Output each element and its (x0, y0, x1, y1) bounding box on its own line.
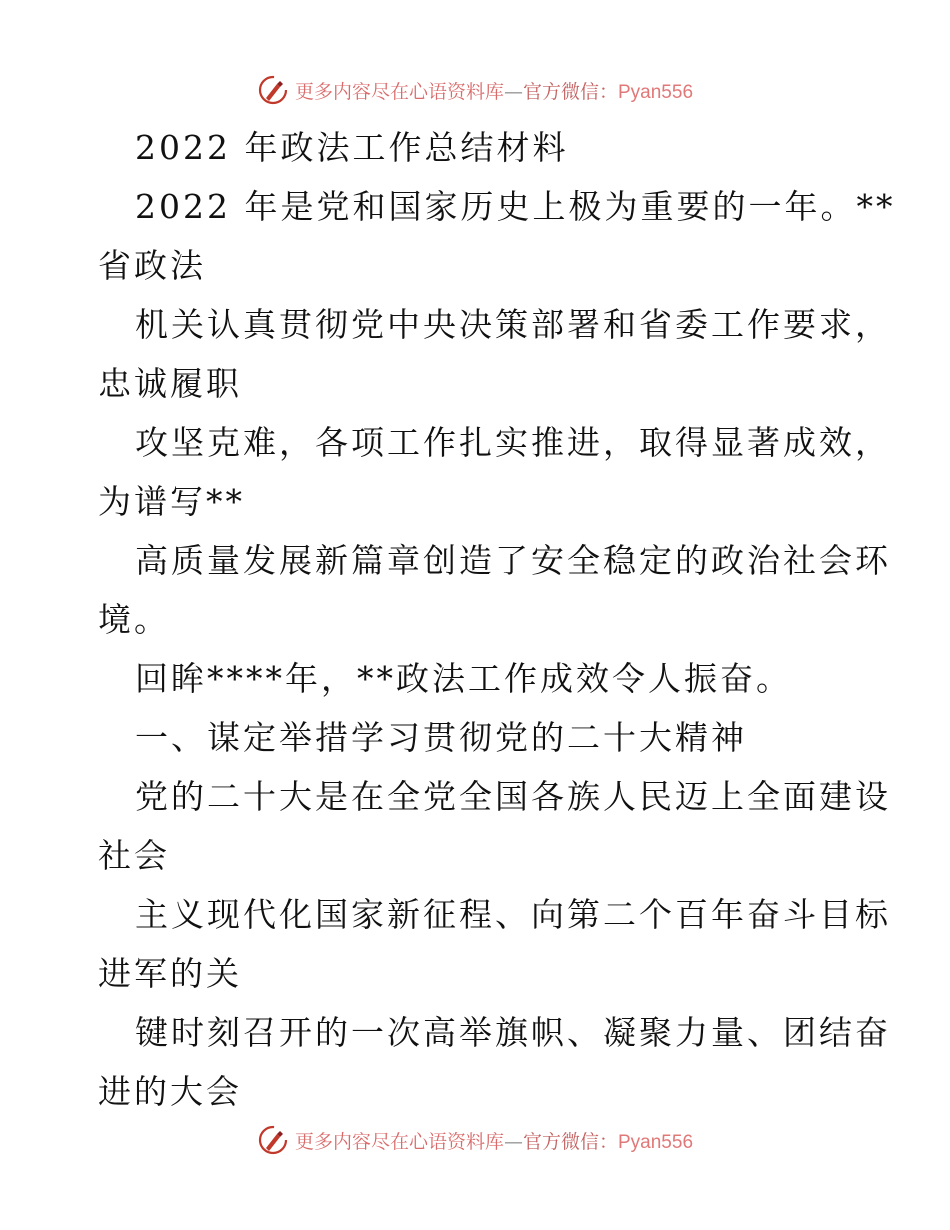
pen-circle-logo-icon (257, 74, 289, 106)
watermark-main-text: 更多内容尽在心语资料库 (294, 1130, 504, 1153)
paragraph-line: 键时刻召开的一次高举旗帜、凝聚力量、团结奋 (135, 1013, 891, 1052)
paragraph-line: 为谱写** (98, 482, 245, 521)
paragraph-line: 进军的关 (98, 954, 242, 993)
paragraph-line: 主义现代化国家新征程、向第二个百年奋斗目标 (135, 895, 891, 934)
paragraph-line: 党的二十大是在全党全国各族人民迈上全面建设 (135, 777, 891, 816)
paragraph-line: 进的大会 (98, 1072, 242, 1111)
header-watermark (0, 70, 950, 110)
watermark-wechat-label: 官方微信： (522, 1130, 618, 1153)
paragraph-line: 2022 年是党和国家历史上极为重要的一年。** (135, 187, 896, 226)
paragraph-line: 社会 (98, 836, 170, 875)
document-body (98, 118, 896, 1121)
watermark-wechat-id: Pyan556 (618, 81, 694, 103)
watermark-wechat-id: Pyan556 (618, 1131, 694, 1153)
pen-circle-logo-icon (257, 1124, 289, 1156)
watermark-wechat-label: 官方微信： (522, 80, 618, 103)
paragraph-line: 忠诚履职 (98, 364, 242, 403)
paragraph-line: 高质量发展新篇章创造了安全稳定的政治社会环 (135, 541, 891, 580)
document-title: 2022 年政法工作总结材料 (135, 128, 569, 167)
section-heading: 一、谋定举措学习贯彻党的二十大精神 (135, 718, 747, 757)
paragraph-line: 回眸****年，**政法工作成效令人振奋。 (135, 659, 792, 698)
watermark-main-text: 更多内容尽在心语资料库 (294, 80, 504, 103)
footer-watermark (0, 1120, 950, 1160)
watermark-dash: — (503, 80, 523, 103)
watermark-dash: — (503, 1130, 523, 1153)
paragraph-line: 攻坚克难，各项工作扎实推进，取得显著成效， (135, 423, 891, 462)
paragraph-line: 省政法 (98, 246, 206, 285)
paragraph-line: 机关认真贯彻党中央决策部署和省委工作要求， (135, 305, 891, 344)
paragraph-line: 境。 (98, 600, 170, 639)
